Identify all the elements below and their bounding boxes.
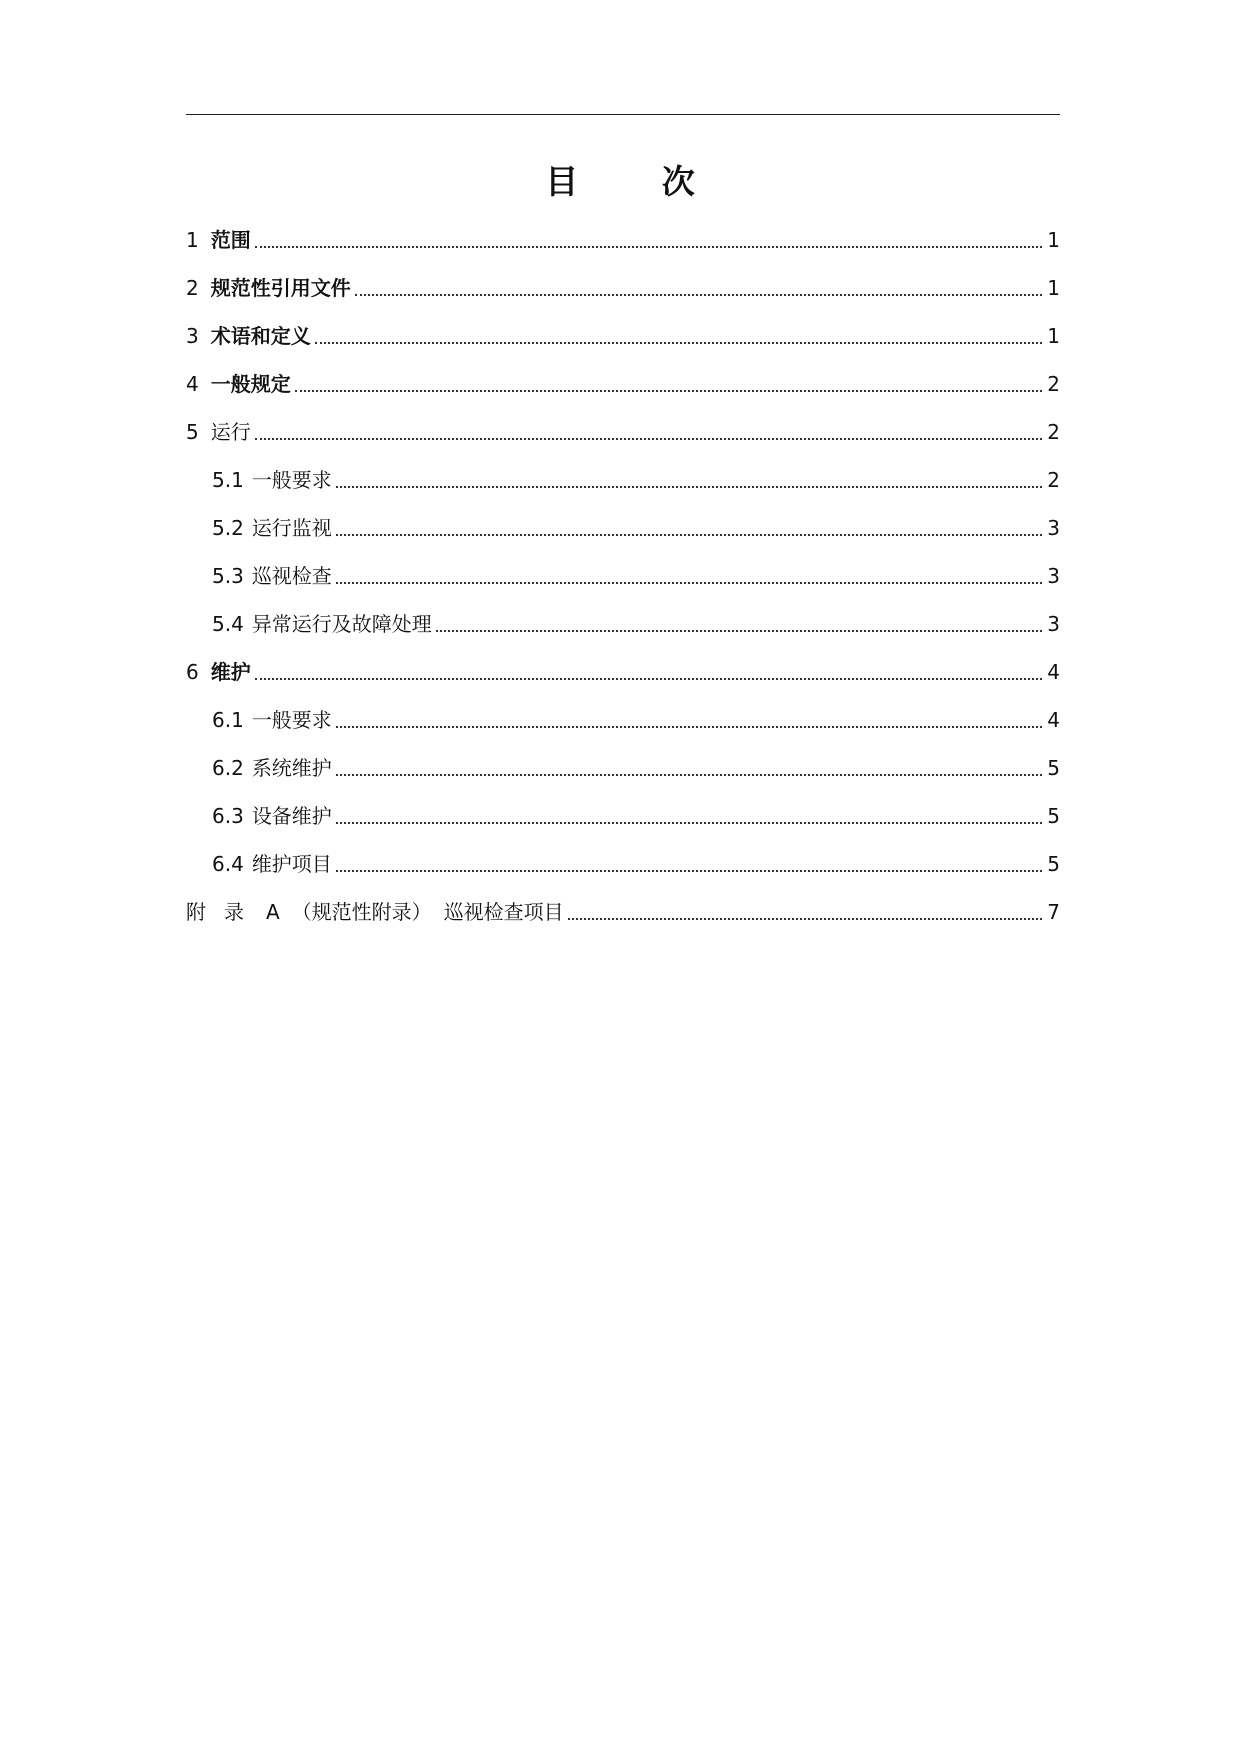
toc-entry-5-1[interactable] [186,456,1060,504]
toc-entry-label: 设备维护 [251,804,332,828]
toc-dot-leader [295,390,1042,392]
toc-entry-4[interactable] [186,360,1060,408]
toc-entry-number: 4 [186,372,199,396]
appendix-letter: A [266,900,280,924]
toc-entry-label: 一般要求 [251,468,332,492]
toc-entry-page: 2 [1047,420,1060,444]
toc-dot-leader [255,438,1042,440]
toc-entry-2[interactable] [186,264,1060,312]
toc-dot-leader [336,486,1042,488]
toc-entry-label: 巡视检查 [251,564,332,588]
toc-entry-page: 3 [1047,516,1060,540]
toc-entry-5-4[interactable] [186,600,1060,648]
toc-entry-number: 6 [186,660,199,684]
toc-entry-number: 6.3 [212,804,244,828]
toc-entry-6-1[interactable] [186,696,1060,744]
toc-entry-label: 运行监视 [251,516,332,540]
toc-entry-page: 3 [1047,612,1060,636]
toc-entry-number: 2 [186,276,199,300]
appendix-kind: （规范性附录） [291,900,432,924]
toc-entry-6-4[interactable] [186,840,1060,888]
toc-entry-number: 1 [186,228,199,252]
toc-entry-label: 维护 [210,660,251,684]
toc-entry-number: 3 [186,324,199,348]
toc-entry-label: 范围 [210,228,251,252]
toc-entry-number: 6.4 [212,852,244,876]
toc-entry-5[interactable] [186,408,1060,456]
toc-entry-label: 运行 [210,420,251,444]
toc-entry-label: 异常运行及故障处理 [251,612,432,636]
toc-entry-label: 一般规定 [210,372,291,396]
toc-entry-number: 6.1 [212,708,244,732]
toc-entry-label: 术语和定义 [210,324,311,348]
toc-entry-page: 5 [1047,804,1060,828]
toc-entry-5-2[interactable] [186,504,1060,552]
toc-dot-leader [355,294,1042,296]
table-of-contents [186,216,1060,936]
toc-entry-label: 维护项目 [251,852,332,876]
toc-dot-leader [336,534,1042,536]
toc-entry-page: 4 [1047,660,1060,684]
toc-entry-page: 7 [1047,900,1060,924]
toc-entry-number: 5 [186,420,199,444]
toc-entry-label: 规范性引用文件 [210,276,351,300]
toc-entry-page: 5 [1047,852,1060,876]
toc-dot-leader [568,918,1042,920]
toc-entry-page: 1 [1047,324,1060,348]
toc-entry-appendix-a[interactable] [186,888,1060,936]
toc-entry-number: 5.1 [212,468,244,492]
toc-entry-number: 5.2 [212,516,244,540]
toc-dot-leader [336,726,1042,728]
toc-entry-number: 5.3 [212,564,244,588]
appendix-prefix: 附录 [186,900,262,924]
toc-dot-leader [315,342,1042,344]
toc-entry-3[interactable] [186,312,1060,360]
toc-entry-page: 4 [1047,708,1060,732]
toc-entry-5-3[interactable] [186,552,1060,600]
toc-entry-label: 系统维护 [251,756,332,780]
toc-dot-leader [255,246,1042,248]
toc-title: 目 次 [545,162,731,201]
toc-entry-label: 巡视检查项目 [443,900,564,924]
toc-entry-page: 5 [1047,756,1060,780]
toc-dot-leader [255,678,1042,680]
toc-dot-leader [436,630,1042,632]
toc-entry-page: 1 [1047,228,1060,252]
toc-entry-page: 2 [1047,468,1060,492]
toc-entry-page: 1 [1047,276,1060,300]
toc-entry-6-2[interactable] [186,744,1060,792]
toc-entry-6[interactable] [186,648,1060,696]
toc-dot-leader [336,870,1042,872]
toc-dot-leader [336,774,1042,776]
toc-entry-1[interactable] [186,216,1060,264]
toc-dot-leader [336,822,1042,824]
toc-dot-leader [336,582,1042,584]
toc-entry-number: 5.4 [212,612,244,636]
toc-entry-page: 2 [1047,372,1060,396]
toc-entry-number: 6.2 [212,756,244,780]
toc-entry-6-3[interactable] [186,792,1060,840]
toc-entry-label: 一般要求 [251,708,332,732]
header-rule [186,114,1060,115]
toc-entry-page: 3 [1047,564,1060,588]
